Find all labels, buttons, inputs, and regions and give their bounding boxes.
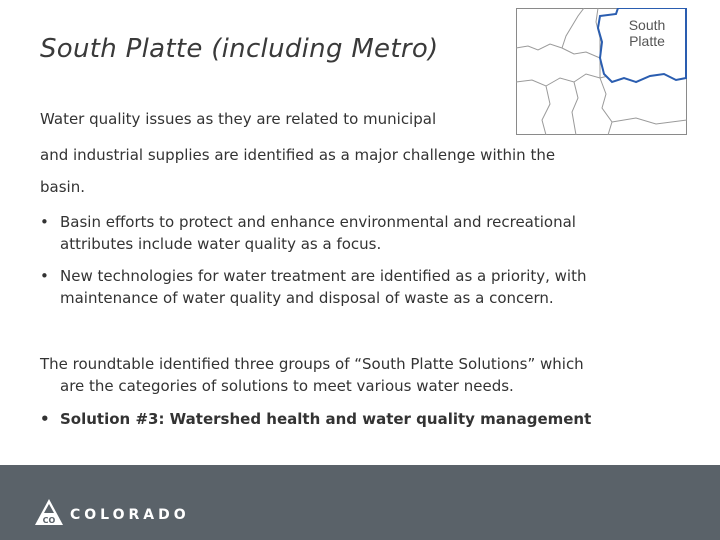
intro-line-1: Water quality issues as they are related to municipal [40,110,437,128]
roundtable-line-1: The roundtable identified three groups of “South Platte Solutions” which [40,355,584,373]
bullet-item [40,265,670,309]
map-label-line1: South [628,17,666,33]
map-region-label [618,17,676,49]
colorado-logo-icon [34,498,64,526]
roundtable-line-2: are the categories of solutions to meet various water needs. [60,377,514,395]
map-label-line2: Platte [629,33,665,49]
bullet-text-line-2: maintenance of water quality and disposal of waste as a concern. [60,289,554,307]
bullet-marker: • [40,213,49,231]
roundtable-paragraph [40,353,670,397]
colorado-logo-text: COLORADO [70,507,190,523]
intro-line-3: basin. [40,178,85,196]
footer-bar [0,465,720,540]
solution-bullet [40,408,670,430]
bullet-marker: • [40,410,50,428]
bullet-text-line-2: attributes include water quality as a focus. [60,235,382,253]
intro-line-2: and industrial supplies are identified as a major challenge within the [40,146,556,164]
solution-text: Solution #3: Watershed health and water quality management [60,410,592,428]
bullet-item [40,211,670,255]
logo-icon-text: CO [42,516,56,525]
bullet-text-line-1: Basin efforts to protect and enhance environmental and recreational [60,213,576,231]
bullet-marker: • [40,267,49,285]
bullet-text-line-1: New technologies for water treatment are identified as a priority, with [60,267,587,285]
slide-title: South Platte (including Metro) [40,34,439,64]
